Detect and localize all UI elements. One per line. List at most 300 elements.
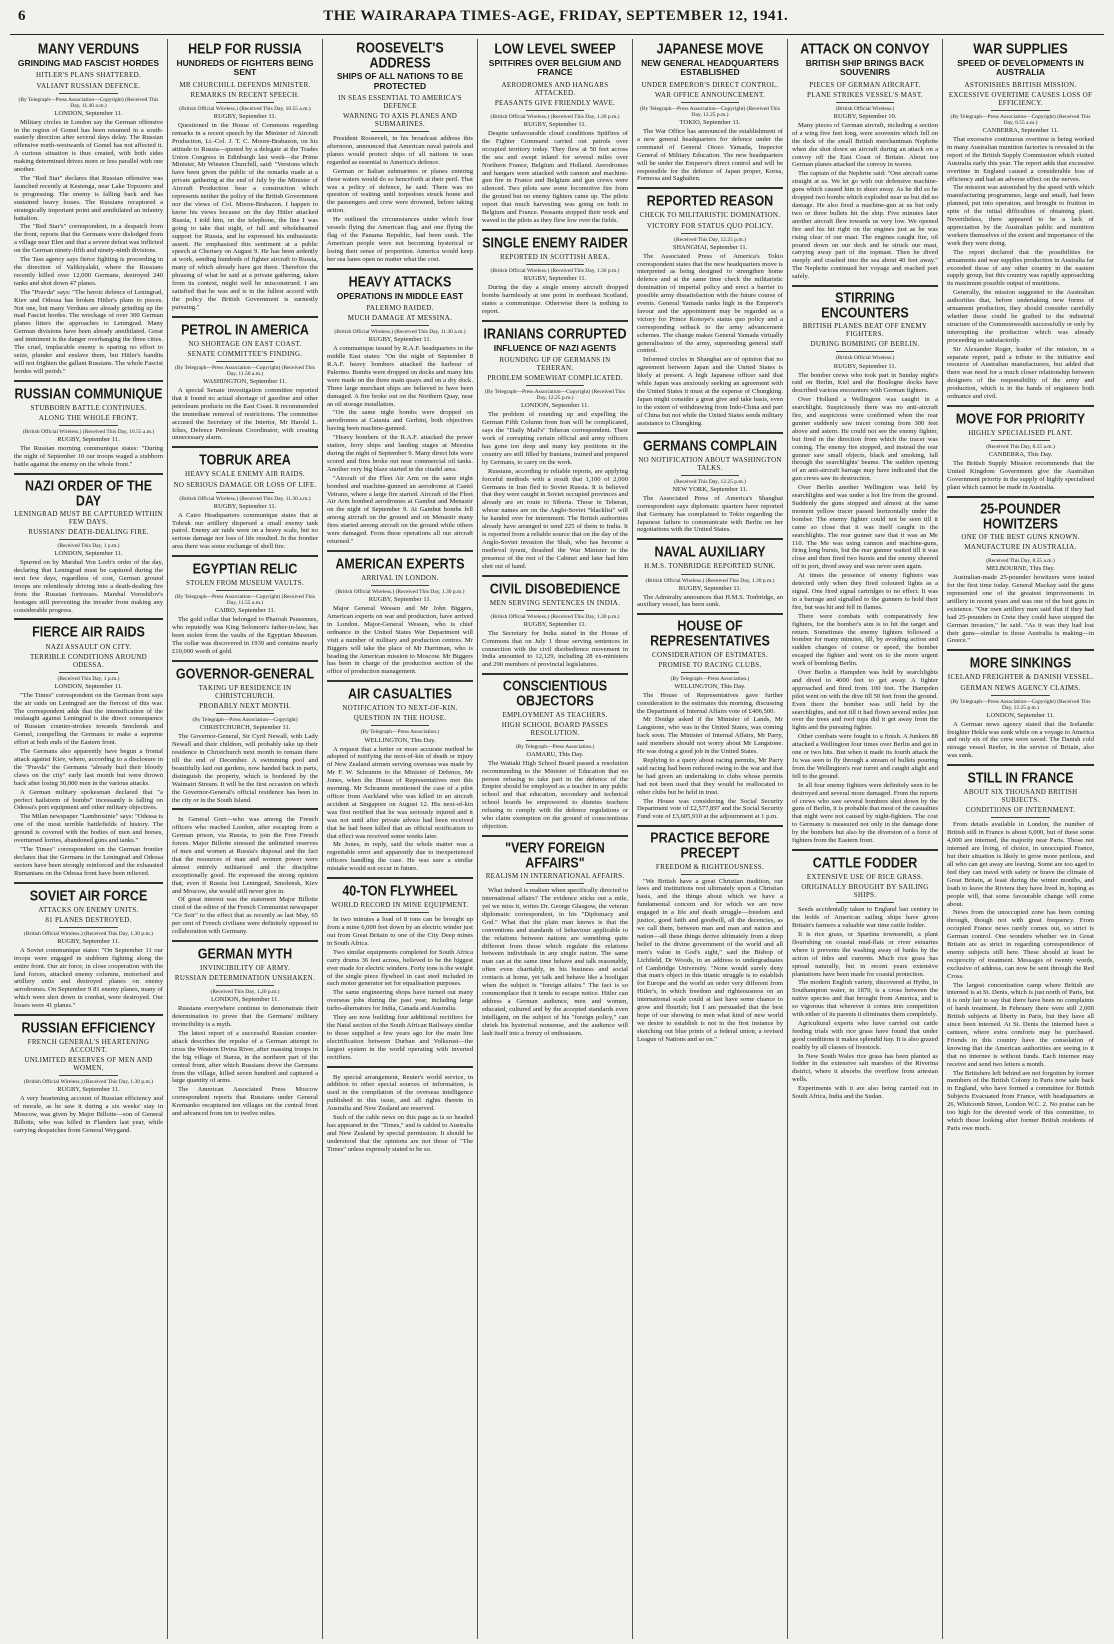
article-dateline: RUGBY, September 11. — [213, 112, 277, 120]
article-paragraph: A special Senate investigation committee reported that it found no actual shortage of gasoline and other petroleum products on the East Coast. It recommended the immediate removal of restrictions. The committee accused the Secretary of the Interior, Mr Harold L. Ickes, Defence Petroleum Coordinator, with creating unnecessary alarm. — [172, 387, 318, 442]
article-body — [327, 1074, 473, 1154]
article-credit: (British Official Wireless.) (Received This Day, 10.55 a.m.) — [22, 428, 155, 435]
article-body — [482, 630, 628, 670]
article-deck: ORIGINALLY BROUGHT BY SAILING SHIPS. — [801, 883, 929, 900]
article — [327, 39, 473, 270]
divider-rule — [681, 672, 739, 673]
article-headline: MOVE FOR PRIORITY — [955, 410, 1086, 427]
article-credit: (Received This Day, 8.55 a.m.) — [986, 558, 1055, 565]
divider-rule — [371, 131, 429, 132]
article-deck: UNDER EMPEROR'S DIRECT CONTROL. — [641, 80, 779, 89]
divider-rule — [216, 102, 274, 103]
article — [637, 830, 783, 1047]
article-paragraph: Informed circles in Shanghai are of opinion that no agreement between Japan and the United States is likely at present. A high Japanese officer said that while Japan was anxiously seeking an agreement with the United States it must at the expense of Chungking. Japan might consider a great give and take basis, even to the extent of withdrawing from Indo-China and part of China but not while the United States sends military assistance to Chungking. — [637, 356, 783, 427]
article — [327, 273, 473, 552]
article-body — [947, 721, 1094, 761]
article-paragraph: The bomber crews who took part in Sunday night's raid on Berlin, Kiel and the Boulogne docks have described various encounters with German fighters. — [792, 371, 938, 395]
article-credit: (By Telegraph—Press Association—Copyright) (Received This Day, 12.25 p.m.) — [640, 105, 780, 118]
article-deck: PROBLEM SOMEWHAT COMPLICATED. — [487, 374, 623, 383]
article-paragraph: In General Gort—who was among the French officers who reached London, after escaping from a German prison, via Russia, to join the Free French forces. Major Billotte stressed the unlimited reserves of men and women at Russia's disposal and the fact that the resources of man and women power were almost entirely militarised and the discipline exceptionally good. He expressed the strong opinion that, even if Russia lost Leningrad, Smolensk, Kiev and Moscow, she would still never give in. — [172, 816, 318, 895]
article-credit: (By Telegraph—Press Association.) — [515, 743, 595, 750]
article-credit: (By Telegraph—Press Association—Copyright) (Received This Day, 12.25 p.m.) — [950, 698, 1091, 711]
article-deck: HIGHLY SPECIALISED PLANT. — [968, 429, 1073, 438]
article-body — [482, 760, 628, 831]
article-dateline: CHRISTCHURCH, September 11. — [199, 724, 291, 732]
article-paragraph: Other combats were fought to a finish. A Junkers 88 attacked a Wellington four times over Berlin and got in one or two hits. But when it made its fourth attack the Ju was seen to fly through a stream of bullets pouring from the Wellington's rear turret and caught alight and fell to the ground. — [792, 733, 938, 780]
article-dateline: RUGBY, September 11. — [57, 435, 120, 443]
article-subheading: GRINDING MAD FASCIST HORDES — [17, 58, 160, 69]
divider-rule — [59, 1075, 119, 1076]
article-deck: CHECK TO MILITARISTIC DOMINATION. — [639, 211, 781, 220]
article-headline: TOBRUK AREA — [199, 452, 291, 469]
article-paragraph: The largest concentration camp where British are interned is at St. Denis, which is just north of Paris, but it is only fair to say that there have been no complaints of harsh treatment. In February there were still 2,000 British subjects at liberty in Paris, but they have all since been interned. At St. Denis the interned have a canteen, where extra comforts may be purchased. Friends in this country have the consolation of knowing that the American authorities are seeing to it that no internee is without funds. Each internee may receive and send two letters a month. — [947, 981, 1094, 1068]
article-headline: RUSSIAN COMMUNIQUE — [14, 385, 163, 402]
article-deck: TAKING UP RESIDENCE IN CHRISTCHURCH. — [198, 684, 292, 701]
article-headline: AMERICAN EXPERTS — [335, 555, 465, 572]
article-paragraph: The "Pravda" says: "The heroic defence of Leningrad, Kiev and Odessa has broken Hitler's plans to pieces. Not one, but many Verduns are already grinding up the mad Fascist hordes. The wreckage of over 300 German planes litters the approaches to Leningrad. Many German divisions have been already annihilated. Great and imminent is the danger overhanging the three cities. The cruel, implacable enemy is sparing no effort to seize, plunder and enslave them, but Hitler's bandits will not frighten the gallant Russians. The whole Fascist hordes will perish." — [14, 288, 163, 375]
article-body — [327, 746, 473, 874]
article — [172, 40, 318, 318]
article-headline: SINGLE ENEMY RAIDER — [482, 234, 628, 251]
article-deck: MUCH DAMAGE AT MESSINA. — [347, 314, 453, 323]
article-subheading: NEW GENERAL HEADQUARTERS ESTABLISHED — [641, 58, 779, 78]
article-dateline: RUGBY, September 11. — [57, 1086, 120, 1094]
divider-rule — [371, 585, 429, 586]
article-paragraph: Military circles in London say the German offensive in the region of Gomel has been resumed in a south-easterly direction after several days delay. The Russian offensive north-westwards of Gomel has not affected it. A curious situation is thus created, with both sides making determined drives more or less parallel with one another. — [14, 118, 163, 174]
article-headline: MANY VERDUNS — [37, 40, 140, 57]
article-deck: ASTONISHES BRITISH MISSION. — [964, 80, 1077, 89]
article-dateline: WELLINGTON, This Day. — [364, 736, 436, 744]
article-body — [792, 906, 938, 1101]
article-headline: CIVIL DISOBEDIENCE — [489, 580, 621, 597]
article-dateline: LONDON, September 11. — [54, 109, 123, 117]
article-deck: WAR OFFICE ANNOUNCEMENT. — [654, 90, 766, 99]
article-headline: FIERCE AIR RAIDS — [32, 624, 145, 641]
article-body — [14, 119, 163, 376]
article — [327, 1074, 473, 1158]
article-paragraph: The latest report of a successful Russian counter-attack describes the repulse of a German attempt to cross the Western Dvina River, after massing troops in the big village of Starza, in the northern part of the central front, after which Russians drove the Germans from the village, killed seven hundred and captured a large quantity of arms. — [172, 1030, 318, 1085]
divider-rule — [371, 725, 429, 726]
article-headline: 25-POUNDER HOWITZERS — [980, 500, 1061, 532]
column-6 — [788, 39, 943, 1639]
article-paragraph: Such of the cable news on this page as is so headed has appeared in the "Times," and is cabled to Australia and New Zealand by special permission. It should be understood that the opinions are not those of "The Times" unless expressly stated to be so. — [327, 1114, 473, 1153]
divider-rule — [681, 102, 739, 103]
article-deck: ABOUT SIX THOUSAND BRITISH SUBJECTS. — [963, 788, 1078, 805]
article-subheading: SPEED OF DEVELOPMENTS IN AUSTRALIA — [957, 58, 1084, 78]
article-paragraph: Replying to a query about racing permits, Mr Parry said racing had been reduced owing to the war and that he had given an undertaking to clubs whose permits had not been used that they would be reallocated to other clubs but be held in trust. — [637, 757, 783, 796]
article-dateline: SHANGHAI, September 11. — [672, 243, 748, 251]
article-paragraph: Over Berlin a Hampden was held by searchlights and dived to 4000 feet to get away. A fighter approached and fired from 100 feet. The Hampden pilot went on with the dive till 50 feet from the ground. Even there the bomber was still held by the searchlights, and not till it had flown several miles just over the trees and roof tops did it get away from the lights and the pursuing fighter. — [792, 669, 938, 732]
article-deck: CONSIDERATION OF ESTIMATES. — [651, 650, 769, 659]
column-2 — [168, 39, 323, 1639]
article-paragraph: The Associated Press of America's Tokio correspondent states that the new headquarters move is interpreted as being designed to strengthen home defence and at the same time check the militaristic domination of imperial policy and erect a barrier to possible army dissatisfaction with the future course of events. General Yamada ranks high in the Emperor's favour and the appointment may be regarded as a victory for Prince Konoye's status quo policy and a corresponding setback to the army advancement schemes. The change makes General Yamada virtually generalissimo of the army, superseding general staff control. — [637, 252, 783, 355]
divider-rule — [526, 110, 584, 111]
article — [482, 40, 628, 231]
article-dateline: RUGBY, September 11. — [213, 502, 277, 510]
article-headline: HOUSE OF REPRESENTATIVES — [650, 618, 770, 650]
article-deck: WORLD RECORD IN MINE EQUIPMENT. — [331, 901, 469, 910]
article-dateline: LONDON, September 11. — [986, 711, 1055, 719]
article-body — [172, 816, 318, 936]
article-headline: NAZI ORDER OF THE DAY — [24, 477, 153, 509]
article-deck: ATTACKS ON ENEMY UNITS. — [38, 905, 139, 914]
article-body — [14, 559, 163, 614]
article-headline: MORE SINKINGS — [969, 655, 1072, 672]
page-number: 6 — [18, 8, 26, 24]
article-deck: ALONG THE WHOLE FRONT. — [38, 413, 139, 422]
article-paragraph: There were combats with comparatively few fighters, for the bomber's aim is to hit the target and return. Sometimes the enemy fighters followed a bomber for many minutes, till, by avoiding action and sudden changes of course or speed, the bomber escaped the fighter and went on to the more urgent work of bombing Berlin. — [792, 612, 938, 668]
article — [637, 40, 783, 189]
article-subheading: SPITFIRES OVER BELGIUM AND FRANCE — [488, 58, 622, 78]
article-dateline: TOKIO, September 11. — [679, 119, 741, 126]
article-credit: (British Official Wireless.) — [835, 105, 895, 112]
article-paragraph: "On the same night bombs were dropped on aerodromes at Catania and Gerbini, both objectives having been machine-gunned. — [327, 409, 473, 433]
article-deck: HIGH SCHOOL BOARD PASSES RESOLUTION. — [501, 720, 609, 737]
article-dateline: OAMARU, This Day. — [526, 750, 584, 758]
divider-rule — [991, 110, 1050, 111]
divider-rule — [371, 325, 429, 326]
article-deck: PROBABLY NEXT MONTH. — [199, 702, 291, 711]
article-body — [327, 916, 473, 1061]
divider-rule — [991, 695, 1050, 696]
article-paragraph: Mr Jones, in reply, said the whole matter was a regrettable error and apparently due to inexperienced officers handling the case. He was sure a similar mistake would not occur in future. — [327, 841, 473, 873]
article-credit: (British Official Wireless.) (Received This Day, 1.30 p.m.) — [490, 268, 620, 275]
article-headline: STIRRING ENCOUNTERS — [821, 289, 909, 322]
divider-rule — [991, 817, 1050, 818]
article-body — [172, 122, 318, 312]
article-headline: "VERY FOREIGN AFFAIRS" — [505, 839, 605, 871]
article-deck: VALIANT RUSSIAN DEFENCE. — [36, 81, 141, 90]
article-paragraph: The captain of the Nephrite said: "One aircraft came straight at us. We let go with our defensive machine-guns which caused him to sheer away. As he did so he dropped two bombs which exploded near us but did no damage. He also fired a machine-gun at us but only two or three bullets hit the ship. Five minutes later another aircraft flew towards us very low. We opened fire and his hit right on the engines just as he was rising clear of our mast. The engines caught fire, oil poured down on our deck and he struck our mast, carrying away part of the topmast. Then he dived steeply and crashed into the sea about 40 feet away." The Nephrite continued her voyage and reached port safely. — [792, 170, 938, 281]
article-body — [947, 821, 1094, 1132]
article — [947, 40, 1094, 407]
article — [327, 555, 473, 682]
article-deck: STOLEN FROM MUSEUM VAULTS. — [185, 579, 304, 588]
article-headline: IRANIANS CORRUPTED — [483, 325, 627, 342]
divider-rule — [59, 927, 119, 928]
article-paragraph: The Governor-General, Sir Cyril Newall, with Lady Newall and their children, will probably take up their residence in Christchurch next month to remain there till the end of December. A swimming pool and beautifully laid out gardens, now handed back in parts, distinguish the property, which is bordered by the Waimairi Stream. It will be the first occasion on which the Governor-General's official residence has been in the city or in the South Island. — [172, 733, 318, 804]
article-deck: IN SEAS ESSENTIAL TO AMERICA'S DEFENCE — [338, 93, 462, 110]
article-paragraph: A German military spokesman declared that "a perfect hailstorm of bombs" incessantly is falling on Odessa's port equipment and other military objectives. — [14, 788, 163, 812]
article-paragraph: From details available in London, the number of British still in France is about 6,000, but of these some 4,000 are interned, the majority near Paris. Those not interned are living, of choice, in unoccupied France, but their situation is likely to grow more perilous, and all who can get away are leaving. Some are too aged to feel they can travel with safety or brave the climate of Great Britain, at least during the winter months, and loath to leave the Riviera they have lived in, hoping as people will, that some favourable change will come about. — [947, 821, 1094, 908]
article-deck: PLANE STRIKES VESSEL'S MAST. — [807, 90, 923, 99]
article-paragraph: The Admiralty announces that H.M.S. Tonbridge, an auxiliary vessel, has been sunk. — [637, 593, 783, 609]
column-4 — [478, 39, 633, 1639]
article-deck: ROUNDING UP OF GERMANS IN TEHERAN. — [499, 356, 611, 373]
article-headline: LOW LEVEL SWEEP — [494, 40, 616, 57]
article-headline: PRACTICE BEFORE PRECEPT — [650, 830, 770, 862]
article-credit: (Received This Day, 1.20 p.m.) — [210, 989, 280, 996]
article-credit: (By Telegraph—Press Association—Copyright) (Received This Day, 11.55 a.m.) — [175, 594, 315, 607]
article-deck: MR CHURCHILL DEFENDS MINISTER. — [179, 80, 311, 89]
article-paragraph: The report declared that the possibilities for armaments and war supplies production in Australia far exceeded those of any other country in the eastern supply group, but this country was rapidly approaching its maximum possible output of munitions. — [947, 248, 1094, 288]
divider-rule — [526, 264, 584, 265]
columns — [10, 39, 1104, 1639]
article-paragraph: By special arrangement, Reuter's world service, in addition to other special sources of information, is used in the compilation of the overseas intelligence published in this issue, and all rights therein in Australia and New Zealand are reserved. — [327, 1073, 473, 1113]
article-paragraph: The mission was astonished by the speed with which manufacturing programmes, large and small, had been planned, put into operation, and brought to fruition in spite of the initial difficulties of obtaining plant. Nevertheless, there appeared to be a lack of appreciation by the Australian public and munition workers themselves of the extent and importance of the work they were doing. — [947, 184, 1094, 247]
article-paragraph: Sir Alexander Roger, leader of the mission, in a separate report, paid a tribute to the initiative and resource of Australian manufacturers, but added that there was need for a much closer relationship between designers of the responsibility of the army and production, which is in the hands of engineers both ordnance and civil. — [947, 345, 1094, 401]
article — [792, 289, 938, 851]
article-paragraph: The Secretary for India stated in the House of Commons that on July 1 those serving sentences in connection with the civil disobedience movement in India amounted to 12,129, including 28 ex-ministers and 290 members of provincial legislatures. — [482, 629, 628, 669]
article — [482, 580, 628, 676]
article-body — [482, 284, 628, 316]
article-credit: (British Official Wireless.) (Received This Day, 11.30 a.m.) — [179, 495, 311, 502]
article-deck: REPORTED IN SCOTTISH AREA. — [499, 253, 611, 261]
article-paragraph: The Russian morning communique states: "During the night of September 10 our troops waged a stubborn battle against the enemy on the whole front." — [14, 444, 163, 468]
article-paragraph: The Waitaki High School Board passed a resolution recommending to the Minister of Education that no person refusing to take part in the defence of the Empire should be employed as a teacher in any public school and that education, secondary and technical school boards be empowered to dismiss teachers refusing to comply with the defence regulations or who claim exemption on the ground of conscientious objection. — [482, 759, 628, 830]
article-subheading: BRITISH SHIP BRINGS BACK SOUVENIRS — [805, 58, 925, 78]
article-headline: JAPANESE MOVE — [656, 40, 764, 57]
article-deck: NO NOTIFICATION ABOUT WASHINGTON TALKS. — [638, 455, 782, 472]
divider-rule — [681, 574, 739, 575]
article-deck: MANUFACTURE IN AUSTRALIA. — [964, 543, 1077, 552]
divider-rule — [836, 902, 894, 903]
divider-rule — [681, 874, 739, 875]
article-paragraph: "We British have a great Christian tradition, our laws and institutions rest ultimately upon a Christian basis, and the things about which we have a fundamental concern and for which we are now engaged in a life and death struggle—freedom and justice, good faith and goodwill, all the decencies, as we call them, between man and man and nation and nation—all these things derive ultimately from a deep belief in the divine government of the world and all men's value in God's sight," said the Bishop of Lichfield, Dr Woods, in an address to undergraduates of Cambridge University. "None would surely deny that man's object in this titanic struggle is to establish for Europe and the world an order very different from Hitler's, in which freedom and righteousness on an international scale could at last have some chance to grow and flourish; but I am persuaded that the best hope of our showing to men what kind of new world we desire to establish is not in the first instance by sketching out blue prints of a federal union, a revised League of Nations and so on." — [637, 877, 783, 1043]
article-headline: GERMAN MYTH — [197, 945, 293, 962]
divider-rule — [59, 93, 119, 94]
article-body — [637, 594, 783, 610]
article-body — [172, 1005, 318, 1118]
article-paragraph: Generally, the mission suggested to the Australian authorities that, before undertaking new forms of armament production, they should consider carefully whether these could be grafted to the industrial structure of the Commonwealth successfully or only by interrupting the production which was already proceeding so satisfactorily. — [947, 289, 1094, 344]
article-body — [637, 128, 783, 183]
article-credit: (By Telegraph—Press Association—Copyright) — [192, 717, 298, 724]
article-body — [14, 445, 163, 469]
article-paragraph: Major General Wessen and Mr John Biggers, American experts on war and production, have arrived in London. Major-General Wessen, who is chief ordnance in the United States War Department will visit a number of military and production centres. Mr Biggers will take the place of Mr Harriman, who is heading the American mission to Moscow. Mr Biggers has been in charge of the production section of the office of production management. — [327, 605, 473, 676]
article-paragraph: The House was considering the Social Security Department vote of £2,577,897 and the Social Security Fund vote of £3,605,910 at the adjournment at 1 p.m. — [637, 797, 783, 821]
article-deck: ARRIVAL IN LONDON. — [361, 574, 439, 583]
article-paragraph: A German news agency stated that the Icelandic freighter Hekla was sunk while on a voyage to America and only six of the crew were saved. The Danish cold storage vessel Reefer, in the service of Britain, also was sunk. — [947, 720, 1094, 760]
column-7 — [943, 39, 1098, 1639]
article-headline: ATTACK ON CONVOY — [800, 40, 930, 57]
article-dateline: CAIRO, September 11. — [214, 607, 276, 615]
article-deck: FRENCH GENERAL'S HEARTENING ACCOUNT. — [27, 1038, 150, 1055]
article-body — [792, 372, 938, 845]
article — [792, 854, 938, 1105]
article-headline: HEAVY ATTACKS — [348, 273, 452, 290]
article-headline: RUSSIAN EFFICIENCY — [21, 1019, 156, 1037]
article-paragraph: The American Associated Press Moscow correspondent reports that Russians under General Kremanko recaptured ten villages on the central front and advanced from ten to twelve miles. — [172, 1086, 318, 1118]
divider-rule — [526, 740, 584, 741]
divider-rule — [59, 539, 119, 540]
article-deck: PALERMO RAIDED. — [366, 304, 434, 313]
article-paragraph: In New South Wales rice grass has been planted as fodder in the extensive salt marshes of the Riverina district, where it absorbs the overflow from artesian wells. — [792, 1052, 938, 1084]
article-paragraph: That excessive continuous overtime is being worked in many Australian munition factories is revealed in the report of the British Supply Commission which visited Australia early this year. The report adds that excessive overtime in England caused a considerable loss of efficiency and had an adverse effect on the nerves. — [947, 136, 1094, 183]
article-deck: HITLER'S PLANS SHATTERED. — [35, 71, 141, 80]
article-dateline: RUGBY, September 11. — [678, 584, 742, 592]
article-body — [14, 692, 163, 878]
divider-rule — [681, 475, 739, 476]
article-deck: ICELAND FREIGHTER & DANISH VESSEL. — [947, 673, 1094, 682]
article-paragraph: Spurred on by Marshal Von Leeb's order of the day, declaring that Leningrad must be captured during the next few days, regardless of cost, German ground troops are relentlessly driving into a death-dealing fire from the Russian fortresses. Marshal Voroshilov's hostages still preventing the invader from making any considerable progress. — [14, 559, 163, 614]
article-headline: AIR CASUALTIES — [348, 686, 452, 703]
article-dateline: RUGBY, September 11. — [57, 937, 120, 945]
article-body — [637, 495, 783, 535]
article-deck: PIECES OF GERMAN AIRCRAFT. — [809, 80, 921, 89]
article-dateline: LONDON, September 11. — [211, 996, 279, 1004]
article-deck: LENINGRAD MUST BE CAPTURED WITHIN FEW DAYS. — [14, 509, 163, 526]
article-paragraph: "Aircraft of the Fleet Air Arm on the same night bombed and machine-gunned an aerodrome at Castel Vetrano, where a large fire started. Aircraft of the Fleet Air Arm bombed aerodromes at Gambut and Menastir on the night of September 9. At Gambut bombs fell among aircraft on the ground and on Menastir many fires started among aircraft on the ground while others were damaged. From these operations all our aircraft returned." — [327, 474, 473, 545]
divider-rule — [59, 672, 119, 673]
article-body — [327, 345, 473, 546]
article-deck: REALISM IN INTERNATIONAL AFFAIRS. — [485, 872, 625, 881]
article-paragraph: Over Berlin another Wellington was held by searchlights and was under a hot fire from the ground. Suddenly the guns stopped and almost at the same moment yellow tracer passed horizontally under the bomber. The enemy fighter could not be seen till it came so close that it was itself caught in the searchlights. The rear gunner saw that it was an Me 110. The Me was using cannon and machine-guns, firing long bursts, but the rear gunner waited till it was close and then fired two bursts and the enemy sheered off to port, dived away and was never seen again. — [792, 484, 938, 571]
article-body — [172, 616, 318, 656]
article-dateline: RUGBY, September 11. — [368, 596, 432, 604]
article-paragraph: News from the unoccupied zone has been coming through, though not with great frequency. From occupied France news rarely comes out, so strict is German control. One wonders whether we in Great Britain are as strict in regarding correspondence of enemy subjects still here. These should at least be reciprocity of treatment. Messages of twenty words, exclusive of address, can now be sent through the Red Cross. — [947, 909, 1094, 980]
article-body — [14, 947, 163, 1010]
article-dateline: LONDON, September 11. — [54, 550, 123, 558]
article-paragraph: The Associated Press of America's Shanghai correspondent says diplomatic quarters have reported that Germany has complained to Tokio regarding the Japanese failure to communicate with Berlin on her negotiations with the United States. — [637, 494, 783, 534]
article-credit: (By Telegraph—Press Association—Copyright) (Received This Day, 8.55 a.m.) — [950, 113, 1091, 126]
article-paragraph: The gold collar that belonged to Pharoah Psusennes, who reputedly was King Solomon's father-in-law, has been stolen from the vaults of the Egyptian Museum. The collar was discovered in 1939 and contains nearly £10,000 worth of gold. — [172, 616, 318, 656]
article-credit: (Received This Day, 12.25 p.m.) — [674, 236, 746, 243]
article-paragraph: A Soviet communique states: "On September 11 our troops were engaged in stubborn fighting along the entire front. Our air force, in close cooperation with the land forces, attacked enemy columns, motorised and artillery units and destroyed planes on enemy aerodromes. On September 9 81 enemy planes, many of which were shot down in combat, were destroyed. Our losses were 41 planes." — [14, 946, 163, 1010]
divider-rule — [216, 361, 274, 362]
article-deck: UNLIMITED RESERVES OF MEN AND WOMEN. — [24, 1056, 153, 1073]
article-paragraph: The War Office has announced the establishment of a new general headquarters for defence under the command of General Otozo Yamada, Inspector General of Military Education. The new headquarters will be under the Emperor's direct control and will be responsible for the defence of Japan proper, Korea, Formosa and Saghalien. — [637, 128, 783, 183]
masthead — [10, 8, 1104, 35]
article-credit: (Received This Day, 1 p.m.) — [57, 675, 120, 682]
article-paragraph: It is rice grass, or Spartina townsendii, a plant flourishing on coastal mud-flats or river estuaries where it prevents the washing away of banks by the action of tides and currents. Much rice grass has spread naturally, but in recent years extensive plantations have been made for coastal protection. — [792, 930, 938, 978]
article-paragraph: Many pieces of German aircraft, including a section of a wing five feet long, were souvenirs which fell on the deck of the small British merchantman Nephrite when she shot down an aircraft during an attack on a convoy off the East Coast of Britain. About ten German planes attacked the convoy in waves. — [792, 121, 938, 169]
article — [172, 454, 318, 557]
article-paragraph: Despite unfavourable cloud conditions Spitfires of the Fighter Command carried out patrols over occupied territory today. They flew at 50 feet across the sea and swept inland for several miles over Northern France, Belgium and Holland. Aerodromes and hangars were attacked with cannon and machine-gun fire in France and Belgium and gun crews were silenced. Two pilots saw some locomotive fire from the ground but no enemy fighters came up. The pilots report that much harvesting was going on both in Belgium and France. Peasants stopped their work and waved to the pilots as they flew low over the fields. — [482, 130, 628, 224]
article-deck: H.M.S. TONBRIDGE REPORTED SUNK. — [644, 562, 776, 571]
article — [14, 626, 163, 883]
article-credit: (British Official Wireless.) (Received This Day, 10.55 a.m.) — [179, 105, 311, 112]
article — [14, 40, 163, 382]
article-dateline: LONDON, September 11. — [521, 402, 589, 410]
article-headline: GERMANS COMPLAIN — [642, 437, 778, 454]
divider-rule — [681, 233, 739, 234]
article-paragraph: Of great interest was the statement Major Billotte cited of the editor of the French Communist newspaper "Ce Soir" to the effect that as recently as last May, 65 per cent of French civilians were definitely opposed to collaboration with Germany. — [172, 896, 318, 936]
article-headline: NAVAL AUXILIARY — [654, 544, 766, 561]
article-credit: (By Telegraph—Press Association.) — [670, 675, 750, 682]
article-headline: EGYPTIAN RELIC — [192, 561, 298, 578]
article-body — [327, 135, 473, 264]
article — [14, 385, 163, 475]
article-paragraph: "The Times" correspondent on the German frontier declares that the Germans in the Leningrad and Odessa sectors have been strongly reinforced and the exhausted Rumanians on the Odessa front have been relieved. — [14, 845, 163, 877]
article-headline: CONSCIENTIOUS OBJECTORS — [502, 678, 608, 710]
article — [14, 477, 163, 621]
divider-rule — [59, 425, 119, 426]
article-credit: (British Official Wireless.) (Received This Day, 1.30 p.m.) — [490, 113, 620, 120]
article-body — [482, 130, 628, 225]
divider-rule — [526, 883, 584, 884]
article-dateline: RUGBY, September 11. — [368, 336, 432, 344]
article-paragraph: In two minutes a load of 8 tons can be brought up from a mine 6,000 feet down by an electric winder just out from Great Britain to one of the City Deep mines in South Africa. — [327, 916, 473, 947]
divider-rule — [991, 440, 1050, 441]
article-deck: RUSSIANS' DEATH-DEALING FIRE. — [28, 527, 149, 536]
article-paragraph: The Tass agency says fierce fighting is proceeding in the direction of Valikiyalaki, where the Russians recently killed over 12,000 Germans, destroyed 240 tanks and shot down 47 planes. — [14, 256, 163, 287]
article-paragraph: Australian-made 25-pounder howitzers were tested for the first time today. General Mackay said the guns represented one of the greatest improvements in artillery in recent years and was one of the best guns in existence. "Our own artillery men said that if they had had 25-pounders in Crete they could have stopped the German invasion," he said. "As it was they had lost their guns—similar to those Australia is making—in Greece." — [947, 574, 1094, 645]
article-body — [637, 253, 783, 428]
divider-rule — [216, 492, 274, 493]
article-paragraph: A very heartening account of Russian efficiency and of morale, as he saw it during a six weeks' stay in Moscow, was given by Major Billotte—son of General Billotte, who was killed in Flanders last year, while carrying despatches from General Weygand. — [14, 1095, 163, 1135]
article-headline: HELP FOR RUSSIA — [188, 40, 302, 57]
article-paragraph: The House of Representatives gave further consideration to the estimates this morning, discussing the Department of Internal Affairs vote of £406,500. — [637, 691, 783, 715]
article-paragraph: The problem of rounding up and expelling the German Fifth Column from Iran will be complicated, says the "Daily Mail's" Teheran correspondent. Their work of corrupting certain official and army officers has gone too deep and many key positions in the country are still filled by Iranians, trained and prepared by Germans, to carry on the work. — [482, 411, 628, 466]
article — [172, 665, 318, 810]
article — [947, 500, 1094, 652]
article-paragraph: They are now building four additional rectifiers for the Natal section of the South African Railways similar to those supplied a few years ago for the main line electrification between Durban and Volksrust—the largest system in the world operating with inverted rectifiers. — [327, 1014, 473, 1061]
article-body — [637, 878, 783, 1044]
article-headline: WAR SUPPLIES — [973, 40, 1068, 57]
article-credit: (By Telegraph—Press Association.) — [360, 729, 440, 736]
article-paragraph: Experiments with it are also being carried out in South Africa, India and the Sudan. — [792, 1085, 938, 1101]
article-deck: EMPLOYMENT AS TEACHERS. — [502, 710, 608, 719]
article-body — [482, 887, 628, 1037]
article-paragraph: The same engineering shops have turned out many overseas jobs during the past year, including large turbo-alternators for India, Canada and Australia. — [327, 989, 473, 1013]
article-deck: DURING BOMBING OF BERLIN. — [810, 340, 920, 349]
article-paragraph: "Heavy bombers of the R.A.F. attacked the power station, ferry ships and landing stages at Messina during the night of September 9. Many direct hits were scored and fires broke out near commercial oil tanks. Another very big blaze started in the citadel area. — [327, 434, 473, 473]
article-headline: REPORTED REASON — [646, 193, 774, 210]
divider-rule — [216, 713, 274, 714]
article-dateline: WASHINGTON, September 11. — [203, 378, 287, 386]
article-credit: (British Official Wireless.) (Received This Day, 1.30 p.m.) — [24, 1079, 153, 1086]
article-credit: (Received This Day, 1 p.m.) — [57, 543, 120, 550]
article-credit: (British Official Wireless.) (Received This Day, 1.30 p.m.) — [24, 930, 153, 937]
newspaper-title: THE WAIRARAPA TIMES-AGE, FRIDAY, SEPTEMBER 12, 1941. — [323, 8, 789, 24]
article-credit: (British Official Wireless.) (Received This Day, 1.30 p.m.) — [490, 613, 620, 620]
article-body — [947, 136, 1094, 401]
article-deck: ONE OF THE BEST GUNS KNOWN. — [961, 533, 1080, 542]
divider-rule — [836, 351, 894, 352]
article-headline: GOVERNOR-GENERAL — [175, 665, 315, 682]
article-headline: STILL IN FRANCE — [967, 770, 1074, 787]
article — [637, 437, 783, 541]
article — [327, 882, 473, 1067]
article — [947, 772, 1094, 1137]
article-paragraph: Russians, according to reliable reports, are applying forceful methods with a result that 1,100 of 2,000 Germans in Iran fled to Soviet Russia. It is believed that they were caught in Soviet occupied provinces and already are en route to Siberia. Those in Teheran, whose names are on the Anglo-Soviet "blacklist" will be handed over for internment. The British authorities already have arranged to send 225 of them to India. It is reported from a reliable source that on the day of the Anglo-Soviet invasion the Shah, who has become a medieval tyrant, thrashed the War Minister in the presence of the rest of the Cabinet and later had him shot out of hand. — [482, 467, 628, 570]
column-5 — [633, 39, 788, 1639]
article-deck: NOTIFICATION TO NEXT-OF-KIN. — [342, 704, 458, 713]
divider-rule — [216, 985, 274, 986]
article-dateline: CANBERRA, September 11. — [982, 127, 1059, 135]
article-subheading: INFLUENCE OF NAZI AGENTS — [493, 342, 617, 353]
article-deck: STUBBORN BATTLE CONTINUES. — [30, 403, 147, 412]
article-paragraph: Two similar equipments completed for South Africa carry drums 36 feet across, believed to be the biggest ever made for electric winders. Forty tons is the weight of the single piece flywheel in cast steel included in each motor generator set for equalisation purposes. — [327, 948, 473, 988]
article-deck: MEN SERVING SENTENCES IN INDIA. — [489, 598, 621, 607]
article-credit: (Received This Day, 12.25 p.m.) — [674, 478, 746, 485]
article-subheading: HUNDREDS OF FIGHTERS BEING SENT — [176, 58, 314, 78]
divider-rule — [526, 385, 584, 386]
divider-rule — [216, 590, 274, 591]
article — [947, 410, 1094, 498]
article-deck: FREEDOM & RIGHTEOUSNESS. — [655, 862, 765, 871]
article — [637, 546, 783, 615]
article-deck: RUSSIAN DETERMINATION UNSHAKEN. — [174, 974, 316, 983]
article-credit: (British Official Wireless.) (Received This Day, 1.30 p.m.) — [335, 589, 465, 596]
article-deck: TERRIBLE CONDITIONS AROUND ODESSA. — [29, 652, 148, 669]
article — [14, 1019, 163, 1139]
article-paragraph: Agricultural experts who have carried out cattle feeding trials with rice grass have found that under good conditions it makes splendid hay. It is also grazed readily by all classes of livestock. — [792, 1019, 938, 1051]
article-paragraph: The "Red Star" declares that Russian offensive was launched recently at Kestenga, near Lake Topozero and is progressing. The enemy is falling back and has sustained heavy losses. The Russians recaptured a strategically important point and annihilated an infantry battalion. — [14, 175, 163, 222]
article — [637, 195, 783, 433]
article-deck: NAZI ASSAULT ON CITY. — [45, 642, 132, 651]
article-credit: (British Official Wireless.) (Received This Day, 1.30 p.m.) — [645, 577, 775, 584]
column-3 — [323, 39, 478, 1639]
article-headline: PETROL IN AMERICA — [181, 321, 309, 338]
article — [14, 887, 163, 1017]
article-credit: (Received This Day, 8.55 a.m.) — [986, 444, 1055, 451]
article-body — [172, 512, 318, 552]
article-deck: BRITISH PLANES BEAT OFF ENEMY FIGHTERS. — [802, 322, 928, 339]
article-paragraph: In all four enemy fighters were definitely seen to be destroyed and several more damaged. From the reports of crews who saw several bombers shot down by the guns of Berlin, it is probable that most of the casualties that night were not caused by night-fighters. The cost to Germany is measured not only in the damage done by the bombers but also by the diversion of a force of fighters from the Eastern front. — [792, 781, 938, 845]
article-dateline: RUGBY, September 11. — [523, 121, 587, 128]
article-headline: SOVIET AIR FORCE — [29, 887, 148, 904]
